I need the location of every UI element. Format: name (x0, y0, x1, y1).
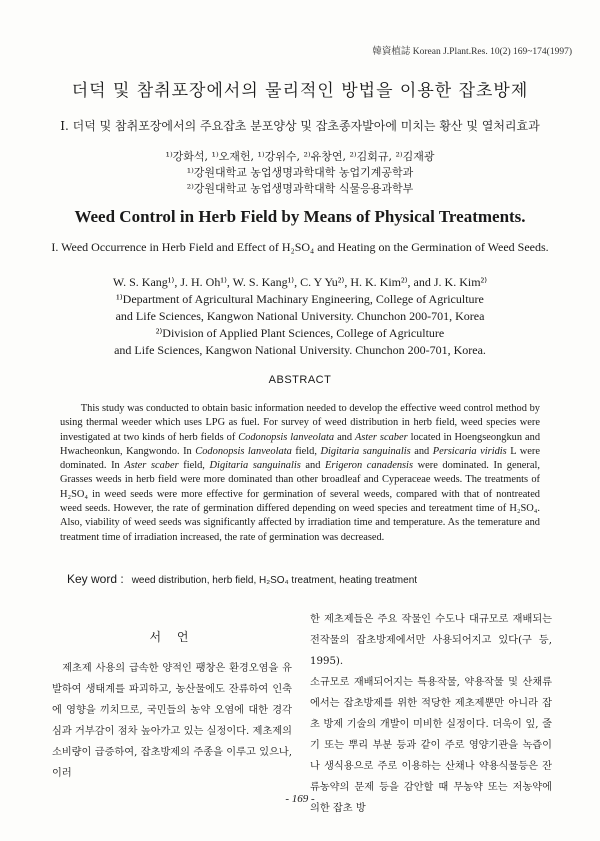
english-title: Weed Control in Herb Field by Means of Physical Treatments. (74, 207, 526, 226)
keywords-text: weed distribution, herb field, H₂SO₄ treatment, heating treatment (131, 575, 418, 586)
section-heading-introduction: 서 언 (149, 630, 195, 644)
abstract-body (60, 402, 540, 545)
korean-title: 더덕 및 참취포장에서의 물리적인 방법을 이용한 잡초방제 (71, 81, 529, 101)
english-affiliation-1-line-1: ¹⁾Department of Agricultural Machinary Engineering, College of Agriculture (116, 292, 484, 306)
body-column-left (52, 658, 292, 784)
species-name: Digitaria sanguinalis (320, 445, 411, 457)
korean-affiliation-1: ¹⁾강원대학교 농업생명과학대학 농업기계공학과 (186, 166, 414, 179)
species-name: Erigeron canadensis (325, 460, 413, 472)
keywords-label: Key word : (67, 572, 124, 586)
english-subtitle: I. Weed Occurrence in Herb Field and Effect of H₂SO₄ and Heating on the Germination of Weed Seeds. (51, 240, 549, 254)
english-affiliation-1-line-2: and Life Sciences, Kangwon National University. Chunchon 200-701, Korea (115, 309, 485, 323)
species-name: Digitaria sanguinalis (209, 460, 301, 472)
species-name: Persicaria viridis (432, 445, 507, 457)
body-paragraph: 한 제초제들은 주요 작물인 수도나 대규모로 재배되는 전작물의 잡초방제에서만 사용되어지고 있다(구 등, 1995). (310, 614, 552, 667)
page-number: - 169 - (285, 793, 315, 805)
english-affiliation-2-line-1: ²⁾Division of Applied Plant Sciences, College of Agriculture (155, 326, 445, 340)
english-authors: W. S. Kang¹⁾, J. H. Oh¹⁾, W. S. Kang¹⁾, C. Y Yu²⁾, H. K. Kim²⁾, and J. K. Kim²⁾ (112, 275, 488, 289)
keywords-line (67, 572, 547, 586)
species-name: Aster scaber (355, 431, 408, 443)
abstract-heading: ABSTRACT (268, 374, 332, 386)
korean-subtitle: I. 더덕 및 참취포장에서의 주요잡초 분포양상 및 잡초종자발아에 미치는 황산 및 열처리효과 (60, 119, 540, 133)
abstract-paragraph: This study was conducted to obtain basic information needed to develop the effective weed control method by using thermal weeder which uses LPG as fuel. For survey of weed distribution in herb field, weed species were investigated at two kinds of herb fields of Codonopsis lanveolata and Aster scaber located in Hoengseongkun and Hwacheonkun, Kangwondo. In Codonopsis lanveolata field, Digitaria sanguinalis and Persicaria viridis L were dominated. In Aster scaber field, Digitaria sanguinalis and Erigeron canadensis were dominated. In general, Grasses weeds in herb field were more dominated than other broadleaf and Cyperaceae weeds. The treatments of H₂SO₄ in weed seeds were more effective for germination of several weeds, compared with that of nontreated weed seeds. However, the rate of germination differed depending on weed species and tereatment time of H₂SO₄. Also, viability of weed seeds was significantly affected by irradiation time and temperature. As the temerature and treatment time of irradiation increased, the rate of germination was decreased. (60, 403, 541, 543)
korean-affiliation-2: ²⁾강원대학교 농업생명과학대학 식물응용과학부 (186, 182, 414, 195)
english-affiliation-2-line-2: and Life Sciences, Kangwon National University. Chunchon 200-701, Korea. (114, 343, 486, 357)
body-paragraph: 제초제 사용의 급속한 양적인 팽창은 환경오염을 유발하여 생태계를 파괴하고, 농산물에도 잔류하여 인축에 영향을 끼치므로, 국민들의 농약 오염에 대한 경각심과 거부감이 점차 높아가고 있는 실정이다. 제초제의 소비량이 급증하여, 잡초방제의 주종을 이루고 있으나, 이러 (52, 663, 292, 779)
body-column-right (310, 609, 552, 819)
korean-authors: ¹⁾강화석, ¹⁾오재헌, ¹⁾강위수, ²⁾유창연, ²⁾김회규, ²⁾김재광 (165, 150, 435, 163)
species-name: Codonopsis lanveolata (238, 431, 335, 443)
journal-reference: 韓資植誌 Korean J.Plant.Res. 10(2) 169~174(1997) (372, 47, 572, 57)
body-paragraph: 소규모로 재배되어지는 특용작물, 약용작물 및 산채류에서는 잡초방제를 위한 적당한 제초제뿐만 아니라 잡초 방제 기술의 개발이 미비한 실정이다. 더욱이 잎, 줄기 또는 뿌리 부분 등과 같이 주로 영양기관을 녹즙이나 생식용으로 주로 이용하는 산채나 약용식물등은 잔류농약의 문제 등을 감안할 때 무농약 또는 저농약에 의한 잡초 방 (310, 677, 552, 814)
species-name: Aster scaber (124, 460, 179, 472)
species-name: Codonopsis lanveolata (195, 445, 292, 457)
